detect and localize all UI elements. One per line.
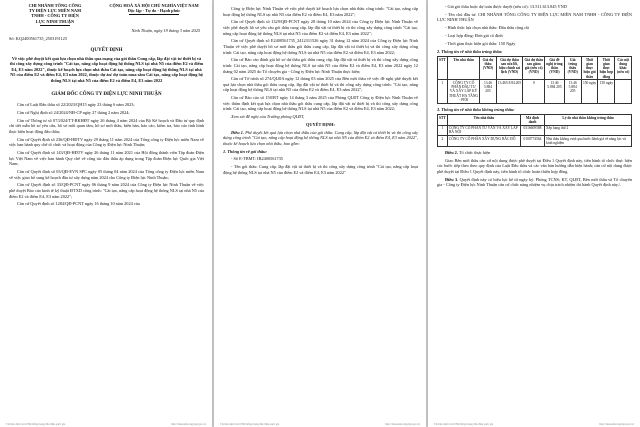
document-subject: Về việc phê duyệt kết quả lựa chọn nhà thầu qua mạng của gói thầu Cung cấp, lắp đặt vật tư thiết bị và thi công xây dựng công trình "Cải tạo, nâng cấp hoạt động hệ thống NLS tại nhà N5 của điểm E2 và điểm E4, E3 năm 2022", thuộc kế hoạch lựa chọn nhà thầu Cải tạo, nâng cấp hoạt động hệ thống NLS tại nhà N5 của điểm E2 và điểm E4, E3 năm 2022, thuộc dự án/ dự toán mua sắm Cải tạo, nâng cấp hoạt động hệ thống NLS tại nhà N5 của điểm E2 và điểm E4, E3 năm 2022 [9,55,204,83]
table-cell: CÔNG TY CỔ PHẦN XÂY DỰNG BẮC ĐỒ [447,136,520,147]
page-footer [6,423,206,426]
paragraph: Căn cứ Thông tư số 07/2024/TT-BKHĐT ngày 26 tháng 4 năm 2024 của Bộ Kế hoạch và Đầu tư quy định chi tiết mẫu hồ sơ yêu cầu, hồ sơ mời quan tâm, hồ sơ mời thầu, biên bản, báo cáo, kiểm tra, báo cáo tình hình thực hiện hoạt động đấu thầu; [9,117,204,134]
table-cell: 13.46 5.884 205 [480,80,496,103]
footer-url[interactable]: http://muasamcong.mpi.gov.vn [171,423,206,426]
paragraph: Công ty Điện lực Ninh Thuận về việc phê duyệt kế hoạch lựa chọn nhà thầu công trình: "Cải tạo, nâng cấp hoạt động hệ thống NLS tại nhà N5 của điểm E2 và điểm E4, E3 năm 2022"; [223,6,418,17]
table-cell: 150 ngày [598,80,615,103]
paragraph: Căn cứ Luật Đấu thầu số 22/2023/QH15 ngày 23 tháng 6 năm 2023; [17,102,135,108]
table-cell: 13.46 5.884 205 [545,80,564,103]
table-cell: Nhà thầu không vượt qua bước đánh giá về năng lực và kinh nghiệm [545,136,632,147]
list-item: - Tên chủ đầu tư: CHI NHÁNH TỔNG CÔNG TY ĐIỆN LỰC MIỀN NAM TNHH - CÔNG TY ĐIỆN LỰC NINH THUẬN [437,11,632,23]
org-line: TNHH - CÔNG TY ĐIỆN [31,13,79,19]
table-header-row [438,57,632,80]
document-title: QUYẾT ĐỊNH [90,48,123,53]
table-header: Tên nhà thầu [447,57,479,80]
org-line: CHI NHÁNH TỔNG CÔNG [28,3,82,8]
table-cell: 2 [438,136,448,147]
article-2-text: Giao Bên mời thầu căn cứ nội dung được phê duyệt tại Điều 1 Quyết định này, tiến hành tổ chức thực hiện các bước tiếp theo theo quy định của Luật Đấu thầu và các văn bản hướng dẫn hiện hành; căn cứ nội dung được phê duyệt tại Điều 1 Quyết định này, tiến hành tổ chức hoàn thiện hợp đồng. [437,157,632,174]
list-item: - Thời gian thực hiện gói thầu: 150 Ngày [445,40,516,46]
article-1 [223,130,418,147]
list-item: - Tên gói thầu: Cung cấp, lắp đặt vật tư thiết bị và thi công xây dựng công trình "Cải tạo, nâng cấp hoạt động hệ thống NLS tại nhà N5 của điểm E2 và điểm E4, E3 năm 2022" [223,163,418,175]
table-header: Giá đề nghị trúng thầu (VND) [545,57,564,80]
org-line: LỰC NINH THUẬN [35,18,75,24]
table-header: STT [438,115,448,126]
table-header: Giá dự thầu sau sửa lỗi, hiệu chỉnh sai lệch (VND) [496,57,522,80]
table-cell: 1 [438,125,448,136]
document-header [9,3,204,26]
table-cell: CÔNG TY CỔ PHẦN ĐẦU TƯ VÀ XÂY LẮP KỸ THUẬT HẠ TẦNG - PEB [449,80,479,102]
paragraph: Căn cứ Quyết định số 1284/QĐ-PCNT ngày 16 tháng 10 năm 2024 của [17,201,140,207]
nation-line: Độc lập - Tự do - Hạnh phúc [127,8,181,14]
table-cell: 1 [438,80,448,103]
paragraph: Căn cứ Báo cáo đánh giá hồ sơ dự thầu gói thầu cung cấp, lắp đặt vật tư thiết bị và thi công xây dựng công trình: Cải tạo, nâng cấp hoạt động hệ thống NLS tại nhà N5 của điểm E2 và điểm E4, E3 năm 2022 ngày 12 tháng 02 năm 2025 do Tổ chuyên gia - Công ty Điện lực Ninh Thuận thực hiện; [223,57,418,74]
national-motto [104,3,204,26]
list-item: - Loại hợp đồng: Đơn giá cố định [445,32,503,38]
issuing-organization [9,3,101,26]
paragraph: Căn cứ Quyết định số 33/QĐ-PCNT ngày 06 tháng 9 năm 2024 của Công ty Điện lực Ninh Thuận về việc phê duyệt Báo cáo kinh tế kỹ thuật ĐTXD công trình: "Cải tạo, nâng cấp hoạt động hệ thống NLS tại nhà N5 của điểm E2 và điểm E4, E3 năm 2022"; [9,182,204,199]
divider [129,14,179,15]
nation-line: CỘNG HOÀ XÃ HỘI CHỦ NGHĨA VIỆT NAM [109,3,199,8]
paragraph: Căn cứ Quyết định số 03/QĐ-EVN SPC ngày 05 tháng 04 năm 2024 của Tổng công ty Điện lực miền Nam về việc giao bổ sung kế hoạch đầu tư xây dựng năm 2024 cho Công ty Điện lực Ninh Thuận; [9,169,204,180]
section-heading: 2. Thông tin về nhà thầu trúng thầu: [437,48,503,54]
article-heading: Tổ chức thực hiện [458,149,491,155]
table-header: STT [438,57,448,80]
list-item: - Giá gói thầu hoặc dự toán được duyệt (nếu có): 13.511.613.845 VND [445,4,567,9]
article-label: Điều 2. [445,149,458,155]
paragraph: Căn cứ Quyết định số 143/QĐ-HĐTV ngày 26 tháng 11 năm 2021 của Hội đồng thành viên Tập đoàn Điện lực Việt Nam về việc ban hành Quy chế về công tác đấu thầu áp dụng trong Tập đoàn Điện lực Quốc gia Việt Nam; [9,150,204,167]
winning-bidder-table [437,56,632,103]
table-cell: 13.46 5.884 205 [564,80,581,103]
paragraph: Căn cứ Quyết định số 1329/QĐ-PCNT ngày 28 tháng 10 năm 2024 của Công ty Điện lực Ninh Thuận về việc phê duyệt hồ sơ yêu cầu gói thầu cung cấp, lắp đặt vật tư thiết bị và thi công xây dựng công trình "Cải tạo, nâng cấp hoạt động hệ thống NLS tại nhà N5 của điểm E2 và điểm E4, E3 năm 2022"; [223,19,418,36]
table-header: Giá dự thầu sau giảm giá (nếu có) (VND) [523,57,545,80]
table-header: Giá dự thầu (VND) [480,57,496,80]
page-footer [220,423,420,426]
document-page-2 [214,0,426,427]
director-heading: GIÁM ĐỐC CÔNG TY ĐIỆN LỰC NINH THUẬN [51,91,162,97]
table-header: Mã định danh [520,115,544,126]
article-text: Quyết định này có hiệu lực kể từ ngày ký. Phòng TCNS; KT, QLĐT, Bên mời thầu và Tổ chuyên gia - Công ty Điện lực Ninh Thuận căn cứ chức năng nhiệm vụ chịu trách nhiệm thi hành Quyết định này./. [437,176,632,188]
footer-url[interactable]: http://muasamcong.mpi.gov.vn [599,423,634,426]
article-2-heading [437,150,632,156]
losing-bidder-table [437,114,632,147]
list-item: - Số E-TBMT: IB2400561735 [231,156,283,162]
document-page-3 [428,0,640,427]
article-3 [437,177,632,188]
document-page-1 [0,0,212,427]
paragraph: Căn cứ Quyết định số E2400561735_2412311526 ngày 31 tháng 12 năm 2024 của Công ty Điện lực Ninh Thuận về việc phê duyệt hồ sơ mời thầu gói thầu cung cấp, lắp đặt vật tư thiết bị và thi công xây dựng công trình: Cải tạo, nâng cấp hoạt động hệ thống NLS tại nhà N5 của điểm E2 và điểm E4, E3 năm 2022; [223,38,418,55]
table-row [438,80,632,103]
article-text: Phê duyệt kết quả lựa chọn nhà thầu của gói thầu: Cung cấp, lắp đặt vật tư thiết bị và thi công xây dựng công trình "Cải tạo, nâng cấp hoạt động hệ thống NLS tại nhà N5 của điểm E2 và điểm E4, E3 năm 2022", thuộc kế hoạch lựa chọn nhà thầu, bao gồm: [223,129,418,146]
table-header: Lý do nhà thầu không trúng thầu [545,115,632,126]
section-heading: 1. Thông tin về gói thầu: [223,148,267,154]
paragraph: Căn cứ Báo cáo số 150/BT ngày 14 tháng 3 năm 2025 của Phòng QLĐT Công ty Điện lực Ninh Thuận về việc thẩm định kết quả lựa chọn nhà thầu gói thầu cung cấp, lắp đặt vật tư thiết bị và thi công xây dựng công trình: Cải tạo, nâng cấp hoạt động hệ thống NLS tại nhà N5 của điểm E2 và điểm E4, E3 năm 2022; [223,95,418,112]
footer-source: Tài liệu được in từ Hệ thống mạng đấu thầu quốc gia [6,423,66,426]
section-heading: 3. Thông tin về nhà thầu không trúng thầu: [437,106,515,112]
table-header: Các nội dung khác (nếu có) [615,57,632,80]
page-footer [434,423,634,426]
table-header: Thời gian thực hiện hợp đồng [599,57,614,79]
table-header: Tên nhà thầu [447,115,520,126]
table-header: Giá trúng thầu (VND) [564,57,581,80]
table-cell: 0 [523,80,545,103]
org-line: TY ĐIỆN LỰC MIỀN NAM [28,8,82,14]
table-cell: 0316609588 [520,125,544,136]
decision-title: QUYẾT ĐỊNH: [306,122,335,127]
footer-source: Tài liệu được in từ Hệ thống mạng đấu thầu quốc gia [220,423,280,426]
paragraph: Xem xét đề nghị của Trưởng phòng QLĐT, [231,114,305,120]
table-cell [615,80,632,103]
paragraph: Căn cứ Quyết định số 236/QĐ-HĐTV ngày 29 tháng 11 năm 2024 của Tổng công ty Điện lực miền Nam về việc ban hành quy chế tổ chức và hoạt động của Công ty Điện lực Ninh Thuận; [9,136,204,148]
divider [40,25,70,26]
table-row [438,136,632,147]
list-item: - Hình thức lựa chọn nhà thầu: Đấu thầu rộng rãi [445,25,529,31]
table-cell: Xếp hạng thứ 2 [545,125,632,136]
footer-url[interactable]: http://muasamcong.mpi.gov.vn [385,423,420,426]
paragraph: Căn cứ Tờ trình số 274/QLĐA ngày 12 tháng 03 năm 2025 của Bên mời thầu về việc đề nghị phê duyệt kết quả lựa chọn nhà thầu gói thầu cung cấp, lắp đặt vật tư thiết bị và thi công xây dựng công trình: "Cải tạo, nâng cấp hoạt động hệ thống NLS tại nhà N5 của điểm E2 và điểm E4, E3 năm 2022"; [223,76,418,93]
article-label: Điều 3. [445,176,459,182]
footer-source: Tài liệu được in từ Hệ thống mạng đấu thầu quốc gia [434,423,494,426]
table-row [438,125,632,136]
article-label: Điều 1. [231,129,245,135]
table-header-row [438,115,632,126]
table-cell: 13.465.8 84.205 [496,80,522,103]
table-header: Thời gian thực hiện gói thầu [581,57,598,80]
paragraph: Căn cứ Nghị định số 24/2024/NĐ-CP ngày 27 tháng 2 năm 2024; [17,109,130,115]
document-number: Số: KQ2400561735_2503191125 [9,36,67,42]
table-cell: CÔNG TY CỔ PHẦN TƯ VẤN VÀ XÂY LẮP HÀ NỘI [447,125,520,136]
table-cell: 150 ngày [581,80,598,103]
table-cell: 0100774564 [520,136,544,147]
document-date: Ninh Thuận, ngày 19 tháng 3 năm 2025 [131,27,200,33]
